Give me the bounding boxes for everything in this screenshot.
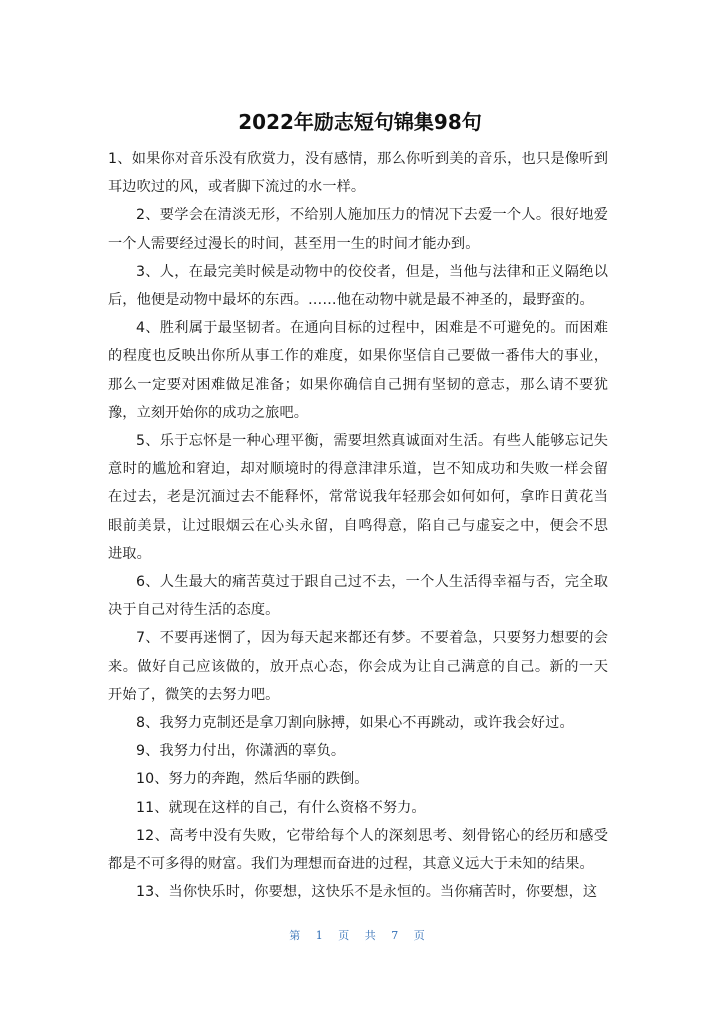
paragraph-7: 7、不要再迷惘了，因为每天起来都还有梦。不要着急，只要努力想要的会来。做好自己应该做的，放开点心态，你会成为让自己满意的自己。新的一天开始了，微笑的去努力吧。: [108, 630, 608, 703]
paragraph-3: 3、人，在最完美时候是动物中的佼佼者，但是，当他与法律和正义隔绝以后，他便是动物中最坏的东西。……他在动物中就是最不神圣的，最野蛮的。: [108, 263, 608, 309]
document-title: 2022年励志短句锦集98句: [238, 110, 482, 134]
paragraph-13: 13、当你快乐时，你要想，这快乐不是永恒的。当你痛苦时，你要想，这: [136, 884, 598, 901]
paragraph-2: 2、要学会在清淡无形，不给别人施加压力的情况下去爱一个人。很好地爱一个人需要经过漫长的时间，甚至用一生的时间才能办到。: [108, 207, 608, 252]
document-body: [108, 145, 608, 906]
paragraph-11: 11、就现在这样的自己，有什么资格不努力。: [136, 799, 426, 816]
paragraph-12: 12、高考中没有失败，它带给每个人的深刻思考、刻骨铭心的经历和感受都是不可多得的财富。我们为理想而奋进的过程，其意义远大于未知的结果。: [108, 827, 608, 873]
paragraph-5: 5、乐于忘怀是一种心理平衡，需要坦然真诚面对生活。有些人能够忘记失意时的尴尬和窘迫，却对顺境时的得意津津乐道，岂不知成功和失败一样会留在过去，老是沉湎过去不能释怀，常常说我年轻那会如何如何，拿昨日黄花当眼前美景，让过眼烟云在心头永留，自鸣得意，陷自己与虚妄之中，便会不思进取。: [108, 433, 608, 562]
paragraph-4: 4、胜利属于最坚韧者。在通向目标的过程中，困难是不可避免的。而困难的程度也反映出你所从事工作的难度，如果你坚信自己要做一番伟大的事业，那么一定要对困难做足准备；如果你确信自己拥有坚韧的意志，那么请不要犹豫，立刻开始你的成功之旅吧。: [108, 320, 608, 421]
page-number-footer: 第 1 页 共 7 页: [289, 929, 431, 942]
paragraph-1: 1、如果你对音乐没有欣赏力，没有感情，那么你听到美的音乐，也只是像听到耳边吹过的风，或者脚下流过的水一样。: [108, 151, 608, 196]
paragraph-9: 9、我努力付出，你潇洒的辜负。: [136, 743, 346, 760]
paragraph-8: 8、我努力克制还是拿刀割向脉搏，如果心不再跳动，或许我会好过。: [136, 715, 574, 732]
paragraph-10: 10、努力的奔跑，然后华丽的跌倒。: [136, 771, 369, 788]
paragraph-6: 6、人生最大的痛苦莫过于跟自己过不去，一个人生活得幸福与否，完全取决于自己对待生活的态度。: [108, 574, 608, 619]
